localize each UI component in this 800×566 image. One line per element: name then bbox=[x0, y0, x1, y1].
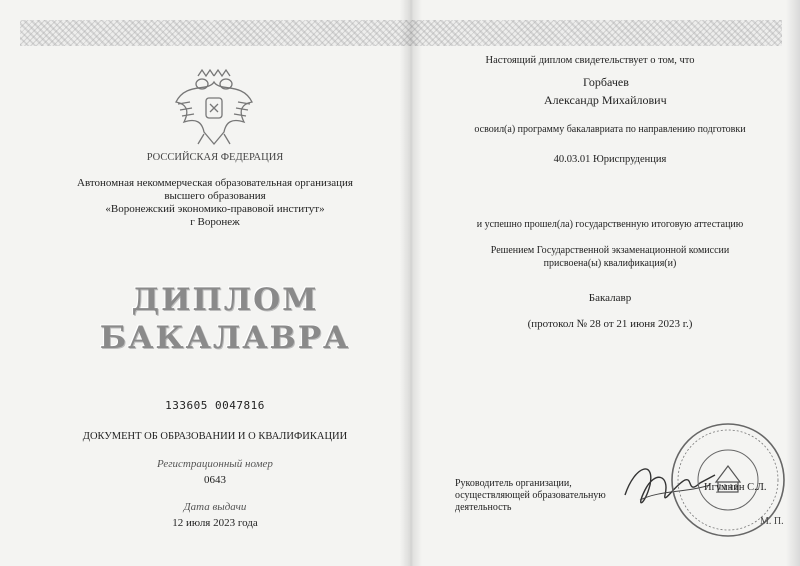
issue-date-label: Дата выдачи bbox=[183, 501, 247, 513]
title-line-1: ДИПЛОМ bbox=[131, 282, 319, 318]
registration-number: 0643 bbox=[204, 474, 226, 486]
head-title-line-2: осуществляющей образовательную bbox=[455, 490, 606, 501]
commission-decision-line-1: Решением Государственной экзаменационной комиссии bbox=[490, 245, 730, 256]
org-line-2: высшего образования bbox=[164, 190, 266, 202]
org-line-4: г Воронеж bbox=[190, 216, 240, 228]
seal-label: М. П. bbox=[760, 516, 784, 527]
document-type: ДОКУМЕНТ ОБ ОБРАЗОВАНИИ И О КВАЛИФИКАЦИИ bbox=[82, 431, 348, 442]
protocol-info: (протокол № 28 от 21 июня 2023 г.) bbox=[527, 318, 693, 330]
coat-of-arms-icon bbox=[168, 62, 260, 154]
page-fold bbox=[400, 0, 422, 566]
page-edge bbox=[786, 0, 800, 566]
head-title-line-3: деятельность bbox=[455, 502, 512, 513]
serial-number: 133605 0047816 bbox=[165, 399, 265, 412]
issue-date: 12 июля 2023 года bbox=[172, 517, 258, 529]
org-line-1: Автономная некоммерческая образовательная организация bbox=[77, 177, 353, 189]
certifies-text: Настоящий диплом свидетельствует о том, что bbox=[485, 55, 695, 66]
commission-decision-line-2: присвоена(ы) квалификация(и) bbox=[543, 258, 677, 269]
graduate-given-names: Александр Михайлович bbox=[544, 93, 667, 107]
specialty: 40.03.01 Юриспруденция bbox=[553, 154, 667, 165]
country-name: РОССИЙСКАЯ ФЕДЕРАЦИЯ bbox=[146, 152, 284, 163]
registration-label: Регистрационный номер bbox=[157, 458, 273, 470]
head-name: Игумнин С.Л. bbox=[704, 482, 767, 493]
title-line-2: БАКАЛАВРА bbox=[99, 320, 351, 356]
qualification: Бакалавр bbox=[588, 292, 632, 304]
head-title-line-1: Руководитель организации, bbox=[455, 478, 572, 489]
program-text: освоил(а) программу бакалавриата по направлению подготовки bbox=[474, 124, 746, 135]
org-line-3: «Воронежский экономико-правовой институт» bbox=[105, 203, 325, 215]
graduate-surname: Горбачев bbox=[583, 75, 629, 89]
attestation-text: и успешно прошел(ла) государственную итоговую аттестацию bbox=[476, 219, 744, 230]
